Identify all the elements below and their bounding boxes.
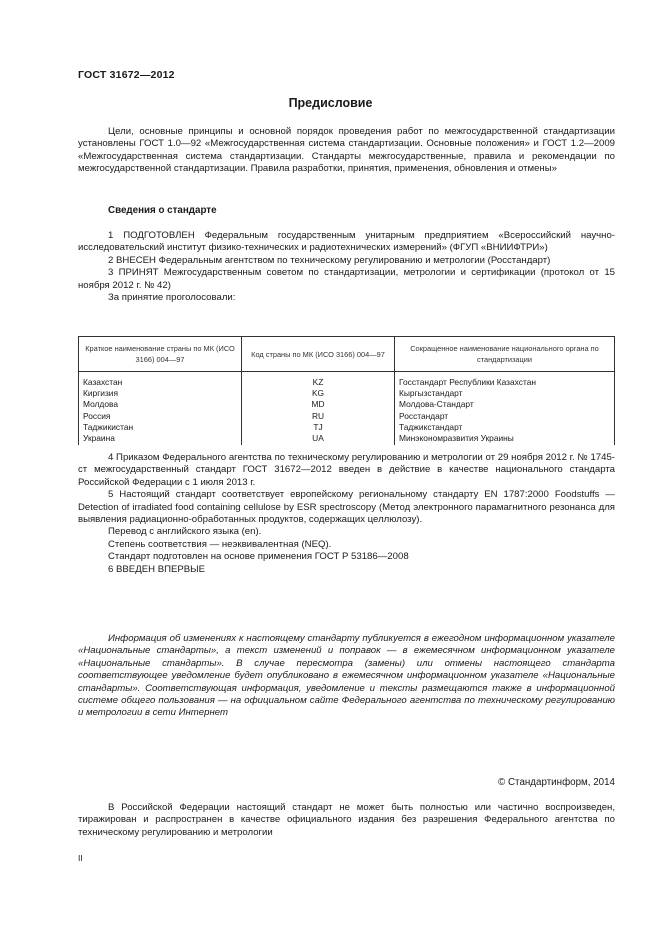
cell-country: Таджикистан [79,422,242,433]
conformity-note: Степень соответствия — неэквивалентная (NEQ). [108,538,332,550]
item-6-paragraph: 6 ВВЕДЕН ВПЕРВЫЕ [108,563,206,575]
cell-body: Молдова-Стандарт [395,399,615,410]
column-header-code: Код страны по МК (ИСО 3166) 004—97 [242,337,395,372]
table-header-row [79,337,615,372]
reproduction-paragraph: В Российской Федерации настоящий стандарт не может быть полностью или частично воспроизведен, тиражирован и распространен в качестве официального издания без разрешения Федерального агентства по техническому регулированию и метрологии [78,802,615,838]
member-states-table [78,336,615,445]
cell-code: UA [242,433,395,445]
intro-section [78,126,615,176]
cell-country: Казахстан [79,372,242,389]
cell-code: KG [242,388,395,399]
cell-code: TJ [242,422,395,433]
cell-body: Росстандарт [395,411,615,422]
vote-caption: За принятие проголосовали: [108,292,236,304]
cell-code: RU [242,411,395,422]
reproduction-section [78,802,615,839]
table-row [79,433,615,445]
copyright-line: © Стандартинформ, 2014 [498,777,615,788]
table-row [79,399,615,410]
standard-info-section [78,230,615,304]
item-1-paragraph: 1 ПОДГОТОВЛЕН Федеральным государственным унитарным предприятием «Всероссийский научно-исследовательский институт физико-технических и радиотехнических измерений» (ФГУП «ВНИИФТРИ») [78,230,615,254]
cell-country: Украина [79,433,242,445]
basis-note: Стандарт подготовлен на основе применения ГОСТ Р 53186—2008 [108,551,409,563]
standard-code-header: ГОСТ 31672—2012 [78,69,175,81]
adoption-section [78,452,615,576]
section-subheading: Сведения о стандарте [108,205,217,216]
table-row [79,372,615,389]
changes-info-paragraph: Информация об изменениях к настоящему стандарту публикуется в ежегодном информационном указателе «Национальные стандарты», а текст изменений и поправок — в ежемесячном информационном указателе «Национальные стандарты». В случае пересмотра (замены) или отмены настоящего стандарта соответствующее уведомление будет опубликовано в ежемесячном информационном указателе «Национальные стандарты». Соответствующая информация, уведомление и тексты размещаются также в информационной системе общего пользования — на официальном сайте Федерального агентства по техническому регулированию и метрологии в сети Интернет [78,633,615,719]
page-title: Предисловие [288,96,373,110]
cell-country: Киргизия [79,388,242,399]
cell-body: Минэкономразвития Украины [395,433,615,445]
cell-code: MD [242,399,395,410]
cell-body: Таджикстандарт [395,422,615,433]
intro-paragraph: Цели, основные принципы и основной порядок проведения работ по межгосударственной стандартизации установлены ГОСТ 1.0—92 «Межгосударственная система стандартизации. Основные положения» и ГОСТ 1.2—2009 «Межгосударственная система стандартизации. Стандарты межгосударственные, правила и рекомендации по межгосударственной стандартизации. Правила разработки, принятия, применения, обновления и отмены» [78,126,615,175]
table-row [79,388,615,399]
table-row [79,411,615,422]
cell-country: Молдова [79,399,242,410]
cell-body: Госстандарт Республики Казахстан [395,372,615,389]
column-header-body: Сокращенное наименование национального органа по стандартизации [395,337,615,372]
cell-body: Кыргызстандарт [395,388,615,399]
table-row [79,422,615,433]
page-number: II [78,853,83,863]
item-4-paragraph: 4 Приказом Федерального агентства по техническому регулированию и метрологии от 29 ноября 2012 г. № 1745-ст межгосударственный стандарт ГОСТ 31672—2012 введен в действие в качестве национального стандарта Российской Федерации с 1 июля 2013 г. [78,452,615,488]
cell-country: Россия [79,411,242,422]
column-header-country: Краткое наименование страны по МК (ИСО 3166) 004—97 [79,337,242,372]
item-3-paragraph: 3 ПРИНЯТ Межгосударственным советом по стандартизации, метрологии и сертификации (протокол от 15 ноября 2012 г. № 42) [78,267,615,291]
item-5-paragraph: 5 Настоящий стандарт соответствует европейскому региональному стандарту EN 1787:2000 Foodstuffs — Detection of irradiated food containing cellulose by ESR spectroscopy (Метод электронного парамагнитного резонанса для выявления радиационно-обработанных продуктов, содержащих целлюлозу). [78,489,615,526]
cell-code: KZ [242,372,395,389]
changes-info-section [78,633,615,720]
translation-note: Перевод с английского языка (en). [108,526,262,538]
item-2-paragraph: 2 ВНЕСЕН Федеральным агентством по техническому регулированию и метрологии (Росстандарт) [108,254,551,266]
